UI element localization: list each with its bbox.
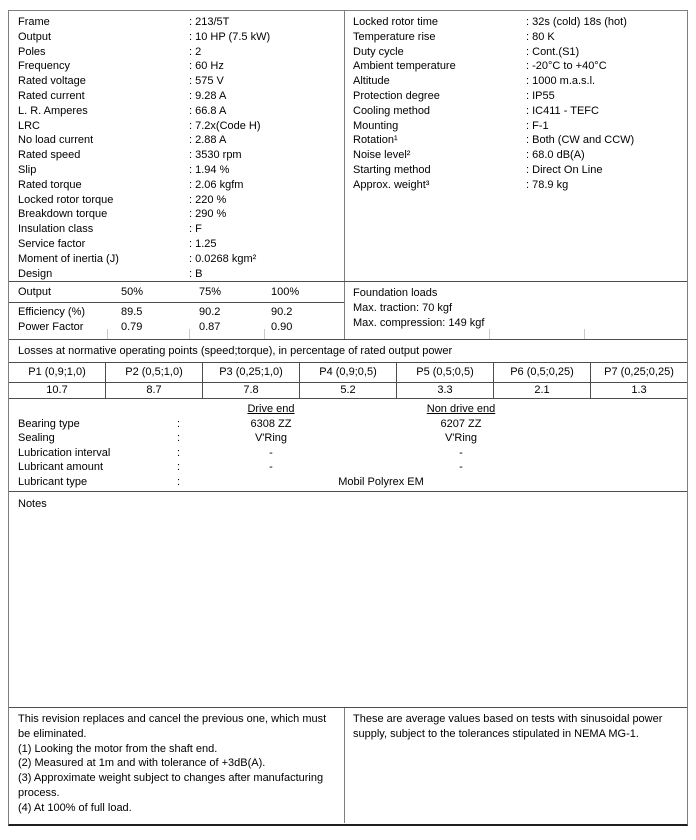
spec-label: Output <box>18 30 52 43</box>
performance-body <box>9 303 344 335</box>
gridline-tick <box>107 329 108 339</box>
losses-val-p3: 7.8 <box>202 383 299 398</box>
spec-row <box>353 89 687 104</box>
spec-row <box>18 89 344 104</box>
foundation-label: Max. traction <box>353 302 416 314</box>
spec-label: Altitude <box>353 75 390 88</box>
spec-value: : IP55 <box>526 89 555 104</box>
performance-header-row <box>9 282 344 303</box>
bearing-drive-value: V'Ring <box>254 432 288 445</box>
foundation-row <box>353 316 687 331</box>
spec-label: Starting method <box>353 163 431 176</box>
losses-col-p2: P2 (0,5;1,0) <box>105 363 202 382</box>
lubricant-type-value: Mobil Polyrex EM <box>338 475 424 488</box>
bearing-header-row <box>9 402 687 417</box>
spec-column-left <box>9 11 345 281</box>
losses-val-p7: 1.3 <box>590 383 687 398</box>
footer-note: (2) Measured at 1m and with tolerance of +3dB(A). <box>18 757 266 770</box>
spec-value: : 80 K <box>526 30 555 45</box>
power-factor-100: 0.90 <box>271 321 293 333</box>
spec-row <box>18 104 344 119</box>
spec-label: Rotation¹ <box>353 134 398 147</box>
bearing-nondrive-value: - <box>459 446 463 459</box>
spec-label: Moment of inertia (J) <box>18 252 119 265</box>
spec-label: Locked rotor torque <box>18 193 114 206</box>
row-label: Efficiency (%) <box>18 306 86 318</box>
spec-value: : 1.94 % <box>189 163 229 178</box>
spec-row <box>18 45 344 60</box>
spec-row <box>353 178 687 193</box>
spec-value: : 1.25 <box>189 237 217 252</box>
efficiency-100: 90.2 <box>271 306 293 318</box>
spec-label: Slip <box>18 163 37 176</box>
spec-value: : 9.28 A <box>189 89 226 104</box>
losses-val-p4: 5.2 <box>299 383 396 398</box>
spec-value: : 32s (cold) 18s (hot) <box>526 15 627 30</box>
spec-row <box>18 148 344 163</box>
losses-val-p5: 3.3 <box>396 383 493 398</box>
spec-row <box>353 119 687 134</box>
losses-title: Losses at normative operating points (speed;torque), in percentage of rated output power <box>18 345 453 357</box>
lubricant-type-row <box>9 475 687 490</box>
spec-row <box>18 30 344 45</box>
efficiency-row <box>9 305 344 320</box>
losses-col-p7: P7 (0,25;0,25) <box>590 363 687 382</box>
bearing-row <box>9 446 687 461</box>
bearing-label: Lubricant amount <box>18 461 103 474</box>
footer-note: This revision replaces and cancel the previous one, which must be eliminated. <box>18 713 327 740</box>
spec-label: Insulation class <box>18 223 94 236</box>
spec-row <box>18 59 344 74</box>
spec-label: Rated voltage <box>18 75 86 88</box>
spec-label: LRC <box>18 119 41 132</box>
bearing-drive-value: - <box>269 461 273 474</box>
spec-row <box>18 267 344 282</box>
losses-val-p1: 10.7 <box>46 384 68 396</box>
spec-label: Design <box>18 267 53 280</box>
bearing-drive-value: 6308 ZZ <box>250 417 292 430</box>
spec-row <box>353 163 687 178</box>
spec-row <box>18 222 344 237</box>
spec-row <box>18 178 344 193</box>
spec-value: : 2 <box>189 45 201 60</box>
spec-value: : -20°C to +40°C <box>526 59 607 74</box>
spec-label: Service factor <box>18 237 86 250</box>
spec-row <box>18 15 344 30</box>
spec-row <box>18 133 344 148</box>
bearing-row <box>9 417 687 432</box>
efficiency-75: 90.2 <box>199 306 221 318</box>
spec-value: : IC411 - TEFC <box>526 104 599 119</box>
spec-value: : F-1 <box>526 119 549 134</box>
spec-row <box>353 104 687 119</box>
performance-band <box>9 281 687 339</box>
bearing-row <box>9 460 687 475</box>
performance-header-100: 100% <box>271 286 300 298</box>
gridline-tick <box>584 329 585 339</box>
spec-label: Poles <box>18 45 46 58</box>
spec-value: : 68.0 dB(A) <box>526 148 585 163</box>
spec-label: Temperature rise <box>353 30 436 43</box>
bearing-label: Bearing type <box>18 417 80 430</box>
spec-label: No load current <box>18 134 94 147</box>
spec-band <box>9 11 687 281</box>
bearing-nondrive-value: 6207 ZZ <box>440 417 482 430</box>
spec-row <box>353 30 687 45</box>
notes-band <box>9 491 687 707</box>
performance-header-75: 75% <box>199 286 222 298</box>
spec-value: : Cont.(S1) <box>526 45 579 60</box>
notes-title: Notes <box>18 498 47 510</box>
spec-label: Breakdown torque <box>18 208 108 221</box>
spec-value: : Both (CW and CCW) <box>526 133 634 148</box>
spec-value: : 290 % <box>189 207 226 222</box>
spec-label: Cooling method <box>353 104 431 117</box>
gridline-tick <box>189 329 190 339</box>
power-factor-row <box>9 320 344 335</box>
spec-label: Mounting <box>353 119 399 132</box>
gridline-tick <box>489 329 490 339</box>
colon <box>177 446 191 461</box>
spec-row <box>18 119 344 134</box>
power-factor-50: 0.79 <box>121 321 143 333</box>
spec-row <box>353 59 687 74</box>
spec-value: : B <box>189 267 202 282</box>
spec-value: : 0.0268 kgm² <box>189 252 256 267</box>
spec-value: : 10 HP (7.5 kW) <box>189 30 270 45</box>
losses-band <box>9 339 687 398</box>
losses-val-p2: 8.7 <box>105 383 202 398</box>
foundation-label: Max. compression <box>353 316 443 329</box>
bearing-nondrive-value: V'Ring <box>444 432 478 445</box>
spec-label: Protection degree <box>353 89 440 102</box>
spec-label: Duty cycle <box>353 45 404 58</box>
spec-row <box>353 148 687 163</box>
bearing-label: Lubrication interval <box>18 446 111 459</box>
performance-header-50: 50% <box>121 286 144 298</box>
footer-note: (3) Approximate weight subject to changes after manufacturing process. <box>18 772 324 799</box>
footer-note: (4) At 100% of full load. <box>18 801 132 814</box>
footer-note: (1) Looking the motor from the shaft end. <box>18 742 218 755</box>
spec-label: Rated torque <box>18 178 82 191</box>
losses-val-p6: 2.1 <box>493 383 590 398</box>
losses-header-row <box>9 362 687 382</box>
spec-row <box>353 15 687 30</box>
non-drive-end-header: Non drive end <box>426 403 496 415</box>
losses-col-p4: P4 (0,9;0,5) <box>299 363 396 382</box>
spec-row <box>18 74 344 89</box>
losses-col-p5: P5 (0,5;0,5) <box>396 363 493 382</box>
spec-label: Rated current <box>18 89 85 102</box>
spec-value: : 7.2x(Code H) <box>189 119 261 134</box>
footer-right <box>345 708 687 823</box>
spec-row <box>18 163 344 178</box>
spec-row <box>18 207 344 222</box>
colon <box>177 460 191 475</box>
spec-value: : Direct On Line <box>526 163 602 178</box>
spec-row <box>18 252 344 267</box>
spec-row <box>353 133 687 148</box>
gridline-tick <box>264 329 265 339</box>
performance-table <box>9 282 345 339</box>
spec-value: : 2.88 A <box>189 133 226 148</box>
spec-label: Rated speed <box>18 149 81 162</box>
spec-value: : 60 Hz <box>189 59 224 74</box>
power-factor-75: 0.87 <box>199 321 221 333</box>
colon <box>177 431 191 446</box>
spec-row <box>353 45 687 60</box>
spacer <box>177 402 191 417</box>
spec-row <box>18 193 344 208</box>
spec-label: Frame <box>18 16 50 28</box>
foundation-value: : 70 kgf <box>416 301 452 316</box>
bearing-label: Sealing <box>18 432 55 445</box>
bearing-drive-value: - <box>269 446 273 459</box>
spec-value: : F <box>189 222 202 237</box>
spec-value: : 78.9 kg <box>526 178 568 193</box>
spec-label: L. R. Amperes <box>18 104 88 117</box>
spec-label: Noise level² <box>353 149 411 162</box>
bearings-band <box>9 398 687 491</box>
performance-header-label: Output <box>18 286 52 298</box>
spec-value: : 220 % <box>189 193 226 208</box>
losses-col-p6: P6 (0,5;0,25) <box>493 363 590 382</box>
spec-value: : 66.8 A <box>189 104 226 119</box>
spec-label: Frequency <box>18 60 70 73</box>
foundation-row <box>353 301 687 316</box>
bearing-row <box>9 431 687 446</box>
spec-value: : 575 V <box>189 74 224 89</box>
footer-disclaimer: These are average values based on tests with sinusoidal power supply, subject to the tolerances stipulated in NEMA MG-1. <box>353 713 663 740</box>
bearing-nondrive-value: - <box>459 461 463 474</box>
foundation-loads <box>345 282 687 339</box>
footer-band <box>9 707 687 823</box>
spacer <box>9 402 177 417</box>
spec-value: : 2.06 kgfm <box>189 178 243 193</box>
spec-label: Approx. weight³ <box>353 178 430 191</box>
spec-label: Locked rotor time <box>353 16 438 28</box>
losses-col-p1: P1 (0,9;1,0) <box>28 366 86 378</box>
bearing-label: Lubricant type <box>18 475 88 488</box>
losses-col-p3: P3 (0,25;1,0) <box>202 363 299 382</box>
foundation-title: Foundation loads <box>353 287 438 299</box>
efficiency-50: 89.5 <box>121 306 143 318</box>
spec-label: Ambient temperature <box>353 60 456 73</box>
drive-end-header: Drive end <box>247 403 295 415</box>
colon <box>177 417 191 432</box>
spec-column-right <box>345 11 687 281</box>
spec-row <box>18 237 344 252</box>
colon <box>177 475 191 490</box>
spec-value: : 213/5T <box>189 15 229 30</box>
spec-row <box>353 74 687 89</box>
row-label: Power Factor <box>18 321 84 333</box>
footer-left <box>9 708 345 823</box>
foundation-value: : 149 kgf <box>442 316 484 331</box>
motor-datasheet <box>8 10 688 826</box>
spec-value: : 3530 rpm <box>189 148 242 163</box>
losses-values-row <box>9 382 687 398</box>
spec-value: : 1000 m.a.s.l. <box>526 74 595 89</box>
